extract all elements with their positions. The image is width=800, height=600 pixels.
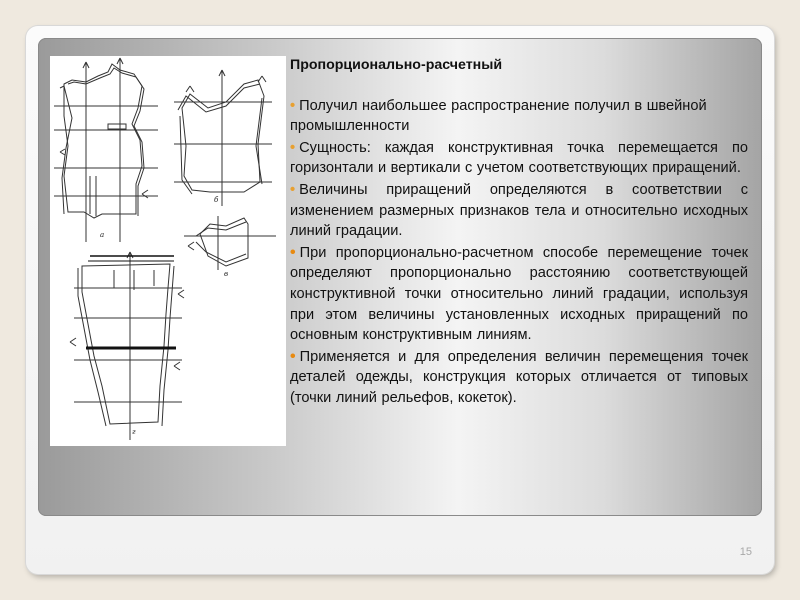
- slide: [26, 26, 774, 574]
- content-panel: [38, 38, 762, 516]
- text-block: [290, 55, 748, 410]
- paragraph-text: Применяется и для определения величин перемещения точек деталей одежды, конструкция которых отличается от типовых (точки линий рельефов, кокеток).: [290, 348, 748, 406]
- paragraph-3: [290, 180, 748, 242]
- bullet-icon: •: [290, 97, 296, 114]
- paragraph-4: [290, 243, 748, 346]
- figure-label-a: а: [100, 231, 105, 239]
- paragraph-text: Получил наибольшее распространение получил в швейной промышленности: [290, 97, 707, 135]
- bullet-icon: •: [290, 243, 296, 261]
- paragraph-5: [290, 347, 748, 409]
- pattern-drawing: [50, 56, 286, 446]
- paragraph-text: Сущность: каждая конструктивная точка перемещается по горизонтали и вертикали с учетом соответствующих приращений.: [290, 139, 748, 177]
- paragraph-2: [290, 138, 748, 179]
- paragraph-text: При пропорционально-расчетном способе перемещение точек определяют пропорционально расстоянию соответствующей конструктивной точки относительно линий градации, используя при этом величины установленных исходных приращений по основным конструктивным линиям.: [290, 244, 748, 344]
- pattern-grading-figure: [50, 56, 286, 446]
- figure-label-b: б: [214, 196, 219, 204]
- page-number: 15: [739, 546, 752, 558]
- paragraph-text: Величины приращений определяются в соответствии с изменением размерных признаков тела и относительно исходных линий градации.: [290, 181, 748, 240]
- figure-label-v: в: [224, 270, 229, 278]
- bullet-icon: •: [290, 181, 296, 198]
- bullet-icon: •: [290, 347, 296, 365]
- slide-title: Пропорционально-расчетный: [290, 57, 503, 73]
- figure-label-g: г: [132, 428, 136, 436]
- paragraph-1: [290, 96, 748, 137]
- bullet-icon: •: [290, 139, 296, 156]
